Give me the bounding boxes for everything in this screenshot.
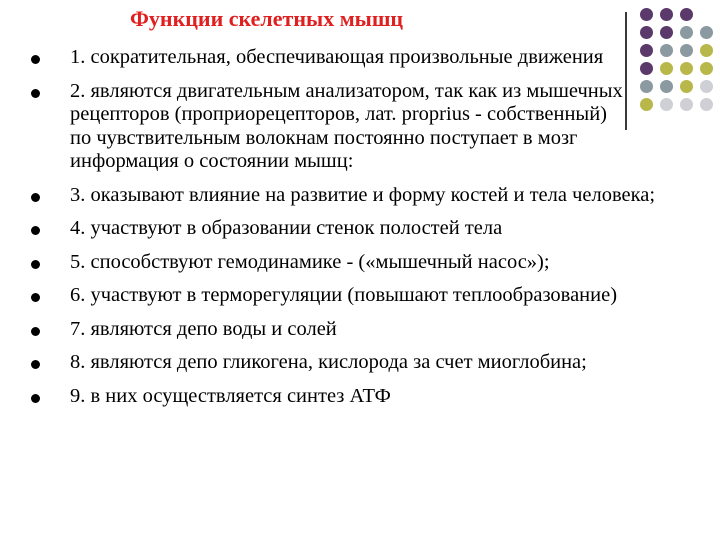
bullet-icon xyxy=(31,360,40,369)
bullet-icon xyxy=(31,260,40,269)
decorative-dot xyxy=(640,8,653,21)
list-item xyxy=(0,284,700,308)
list-item-text: 9. в них осуществляется синтез АТФ xyxy=(70,384,391,407)
bullet-icon xyxy=(31,293,40,302)
list-item-text: 6. участвуют в терморегуляции (повышают теплообразование) xyxy=(70,284,618,306)
list-item xyxy=(0,251,700,275)
list-item xyxy=(0,385,700,409)
decorative-dot xyxy=(660,26,673,39)
decorative-dot xyxy=(700,26,713,39)
list-item-text: 4. участвуют в образовании стенок полостей тела xyxy=(70,217,503,239)
list-item xyxy=(0,184,700,208)
list-item-text: 7. являются депо воды и солей xyxy=(70,317,337,340)
slide-title: Функции скелетных мышц xyxy=(130,6,404,31)
decorative-dot xyxy=(680,26,693,39)
bullet-icon xyxy=(31,89,40,98)
list-item xyxy=(0,351,700,375)
list-item-text: 8. являются депо гликогена, кислорода за счет миоглобина; xyxy=(70,351,587,373)
decorative-dot xyxy=(700,80,713,93)
decorative-dot xyxy=(640,26,653,39)
list-item-text: 1. сократительная, обеспечивающая произвольные движения xyxy=(70,46,604,68)
decorative-dot xyxy=(660,8,673,21)
list-item xyxy=(0,46,630,70)
list-item-text: 3. оказывают влияние на развитие и форму костей и тела человека; xyxy=(70,183,656,206)
bullet-icon xyxy=(31,226,40,235)
list-item xyxy=(0,80,630,174)
list-item xyxy=(0,217,700,241)
bullet-icon xyxy=(31,394,40,403)
function-list xyxy=(0,46,700,418)
list-item xyxy=(0,318,700,342)
list-item-text: 5. способствуют гемодинамике - («мышечный насос»); xyxy=(70,250,550,273)
decorative-dot xyxy=(700,98,713,111)
list-item-text: 2. являются двигательным анализатором, так как из мышечных рецепторов (проприорецепторов, лат. proprius - собственный) по чувствительным волокнам постоянно поступает в мозг информация о состоянии мышц: xyxy=(70,79,623,172)
decorative-dot xyxy=(680,8,693,21)
bullet-icon xyxy=(31,193,40,202)
decorative-dot xyxy=(700,62,713,75)
decorative-dot xyxy=(700,44,713,57)
bullet-icon xyxy=(31,55,40,64)
bullet-icon xyxy=(31,327,40,336)
